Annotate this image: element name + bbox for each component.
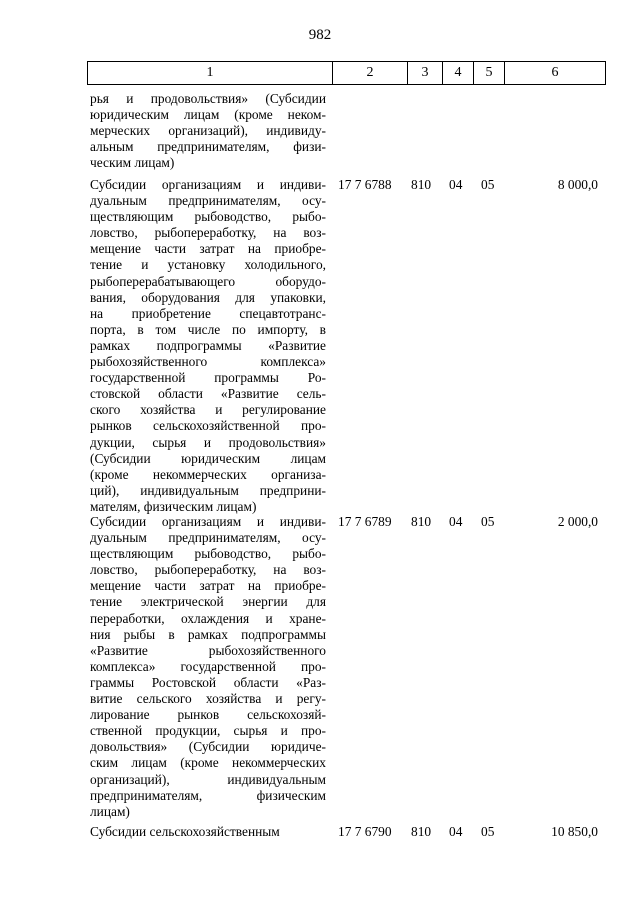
row-description bbox=[90, 824, 326, 840]
row-description-line: ского хозяйства и регулирование bbox=[90, 402, 326, 418]
column-header-table bbox=[87, 61, 606, 85]
row-description-line: переработки, охлаждения и хране- bbox=[90, 610, 326, 626]
row-description-line: (кроме некоммерческих организа- bbox=[90, 466, 326, 482]
row-section: 04 bbox=[449, 514, 463, 529]
row-amount: 10 850,0 bbox=[551, 824, 598, 839]
row-subsection: 05 bbox=[481, 514, 495, 529]
column-header-1: 1 bbox=[88, 62, 333, 85]
row-description-line: вания, оборудования для упаковки, bbox=[90, 289, 326, 305]
row-description-line: ций), индивидуальным предприни- bbox=[90, 482, 326, 498]
row-description-line: организаций), индивидуальным bbox=[90, 771, 326, 787]
row-description-line: дуальным предпринимателям, осу- bbox=[90, 530, 326, 546]
row-section: 04 bbox=[449, 177, 463, 192]
page-number: 982 bbox=[308, 27, 332, 43]
row-subsection: 05 bbox=[481, 824, 495, 839]
row-description-line: дукции, сырья и продовольствия» bbox=[90, 434, 326, 450]
row-description-line: ческим лицам) bbox=[90, 155, 175, 171]
row-description-line: дуальным предпринимателям, осу- bbox=[90, 193, 326, 209]
row-code: 17 7 6789 bbox=[338, 514, 392, 529]
row-description-line: ским лицам (кроме некоммерческих bbox=[90, 755, 326, 771]
row-description-line: рья и продовольствия» (Субсидии bbox=[90, 91, 326, 106]
row-description-line: Субсидии сельскохозяйственным bbox=[90, 824, 280, 839]
row-ministry-code: 810 bbox=[411, 824, 432, 839]
row-description-line: стовской области «Развитие сель- bbox=[90, 386, 326, 402]
row-ministry-code: 810 bbox=[411, 514, 432, 529]
column-header-2: 2 bbox=[333, 62, 408, 85]
row-section: 04 bbox=[449, 824, 463, 839]
row-description-line: граммы Ростовской области «Раз- bbox=[90, 674, 326, 690]
row-ministry-code: 810 bbox=[411, 177, 432, 192]
row-description-line: государственной программы Ро- bbox=[90, 370, 326, 386]
row-code: 17 7 6788 bbox=[338, 177, 392, 192]
row-description bbox=[90, 514, 326, 820]
row-amount: 8 000,0 bbox=[557, 177, 598, 192]
row-description-line: ственной продукции, сырья и про- bbox=[90, 723, 326, 739]
row-description-line: мерческих организаций), индивиду- bbox=[90, 123, 326, 139]
row-description-line: рыбохозяйственного комплекса» bbox=[90, 354, 326, 370]
row-description-line: юридическим лицам (кроме неком- bbox=[90, 107, 326, 123]
column-header-5: 5 bbox=[474, 62, 505, 85]
row-description-line: Субсидии организациям и индиви- bbox=[90, 177, 326, 192]
row-description-line: рыбоперерабатывающего оборудо- bbox=[90, 273, 326, 289]
row-description-line: ния рыбы в рамках подпрограммы bbox=[90, 626, 326, 642]
row-code: 17 7 6790 bbox=[338, 824, 392, 839]
row-subsection: 05 bbox=[481, 177, 495, 192]
row-description-line: комплекса» государственной про- bbox=[90, 658, 326, 674]
row-amount: 2 000,0 bbox=[557, 514, 598, 529]
row-description-line: ществляющим рыбоводство, рыбо- bbox=[90, 546, 326, 562]
row-description-line: на приобретение спецавтотранс- bbox=[90, 305, 326, 321]
row-description-line: мещение части затрат на приобре- bbox=[90, 578, 326, 594]
row-description-line: довольствия» (Субсидии юридиче- bbox=[90, 739, 326, 755]
column-header-3: 3 bbox=[408, 62, 443, 85]
row-description-line: тение электрической энергии для bbox=[90, 594, 326, 610]
row-description-line: «Развитие рыбохозяйственного bbox=[90, 642, 326, 658]
column-header-row bbox=[88, 62, 606, 85]
row-description-line: предпринимателям, физическим bbox=[90, 787, 326, 803]
row-description-line: ловство, рыбопереработку, на воз- bbox=[90, 562, 326, 578]
row-description-line: Субсидии организациям и индиви- bbox=[90, 514, 326, 529]
row-description-line: ловство, рыбопереработку, на воз- bbox=[90, 225, 326, 241]
row-description-line: ществляющим рыбоводство, рыбо- bbox=[90, 209, 326, 225]
row-description-line: альным предпринимателям, физи- bbox=[90, 139, 326, 155]
row-description-line: лицам) bbox=[90, 803, 130, 819]
row-description bbox=[90, 177, 326, 515]
row-description-line: мещение части затрат на приобре- bbox=[90, 241, 326, 257]
row-description-line: тение и установку холодильного, bbox=[90, 257, 326, 273]
row-description bbox=[90, 91, 326, 171]
column-header-4: 4 bbox=[443, 62, 474, 85]
column-header-6: 6 bbox=[505, 62, 606, 85]
row-description-line: витие сельского хозяйства и регу- bbox=[90, 691, 326, 707]
row-description-line: мателям, физическим лицам) bbox=[90, 498, 257, 514]
row-description-line: порта, в том числе по импорту, в bbox=[90, 321, 326, 337]
row-description-line: рынков сельскохозяйственной про- bbox=[90, 418, 326, 434]
row-description-line: лирование рынков сельскохозяй- bbox=[90, 707, 326, 723]
row-description-line: рамках подпрограммы «Развитие bbox=[90, 337, 326, 353]
row-description-line: (Субсидии юридическим лицам bbox=[90, 450, 326, 466]
